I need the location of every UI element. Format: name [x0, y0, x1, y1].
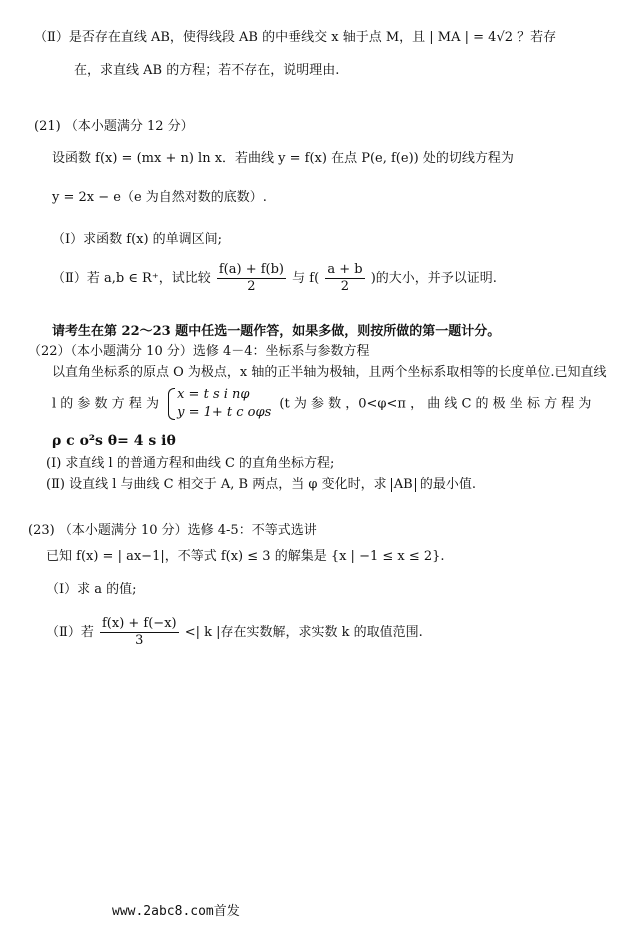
q22-text-line1: 以直角坐标系的原点 O 为极点，x 轴的正半轴为极轴，且两个坐标系取相等的长度单位.已知直线	[52, 365, 607, 380]
q23-part1: （Ⅰ）求 a 的值;	[46, 582, 137, 597]
q22-text-line2-suffix: (t 为 参 数 ，0<φ<π ， 曲 线 C 的 极 坐 标 方 程 为	[279, 396, 592, 412]
q21-fraction-2-denominator: 2	[340, 279, 350, 294]
q22-header: （22）（本小题满分 10 分）选修 4－4：坐标系与参数方程	[28, 344, 370, 359]
q22-part2	[46, 476, 476, 494]
q21-fraction-2-numerator: a + b	[327, 262, 363, 277]
q22-abs-ab: AB	[391, 478, 416, 492]
q21-given-line1: 设函数 f(x) = (mx + n) ln x．若曲线 y = f(x) 在点 P(e, f(e)) 处的切线方程为	[52, 151, 514, 166]
q23-part2-prefix: （Ⅱ）若	[46, 625, 94, 640]
page-footer: www.2abc8.com首发	[112, 904, 240, 919]
q21-fraction-2	[325, 262, 364, 295]
elective-instruction: 请考生在第 22～23 题中任选一题作答，如果多做，则按所做的第一题计分。	[52, 324, 501, 339]
q23-fraction	[100, 616, 179, 649]
q21-fraction-1	[217, 262, 286, 295]
q22-equation-x: x = t s i nφ	[177, 387, 250, 402]
q23-part2-suffix: <| k |存在实数解，求实数 k 的取值范围.	[184, 625, 423, 640]
q21-fraction-1-numerator: f(a) + f(b)	[218, 262, 284, 277]
q22-text-line2	[52, 386, 591, 422]
q22-part1: (Ⅰ) 求直线 l 的普通方程和曲线 C 的直角坐标方程;	[46, 456, 335, 471]
q23-part2	[46, 616, 423, 649]
q23-header: (23) （本小题满分 10 分）选修 4-5：不等式选讲	[28, 523, 317, 538]
q23-fraction-denominator: 3	[135, 633, 144, 648]
q22-parametric-system	[167, 386, 271, 422]
q22-equation-y: y = 1+ t c oφs	[177, 405, 272, 420]
q21-fraction-1-denominator: 2	[247, 279, 256, 294]
q22-text-line2-prefix: l 的 参 数 方 程 为	[52, 396, 159, 412]
q22-part2-prefix: (Ⅱ) 设直线 l 与曲线 C 相交于 A, B 两点，当 φ 变化时，求	[46, 477, 387, 492]
q21-given-line2: y = 2x − e（e 为自然对数的底数）.	[52, 190, 267, 205]
q20-part2-line2: 在，求直线 AB 的方程；若不存在，说明理由.	[74, 63, 340, 78]
q20-part2-line1: （Ⅱ）是否存在直线 AB，使得线段 AB 的中垂线交 x 轴于点 M，且 | MA | = 4√2 ？若存	[34, 30, 557, 45]
q22-part2-suffix: 的最小值.	[419, 477, 476, 492]
q22-polar-equation: ρ c o²s θ= 4 s iθ	[52, 433, 176, 449]
q21-part1: （Ⅰ）求函数 f(x) 的单调区间;	[52, 232, 223, 247]
q21-part2-suffix: )的大小，并予以证明.	[370, 271, 497, 286]
q21-part2	[52, 262, 497, 295]
q23-fraction-numerator: f(x) + f(−x)	[101, 616, 177, 631]
q21-part2-prefix: （Ⅱ）若 a,b ∈ R⁺，试比较	[52, 271, 211, 286]
q23-given: 已知 f(x) = | ax−1|，不等式 f(x) ≤ 3 的解集是 {x | −1 ≤ x ≤ 2}.	[46, 549, 445, 564]
q21-header: (21) （本小题满分 12 分）	[34, 119, 194, 134]
q21-part2-middle: 与 f(	[292, 271, 320, 286]
